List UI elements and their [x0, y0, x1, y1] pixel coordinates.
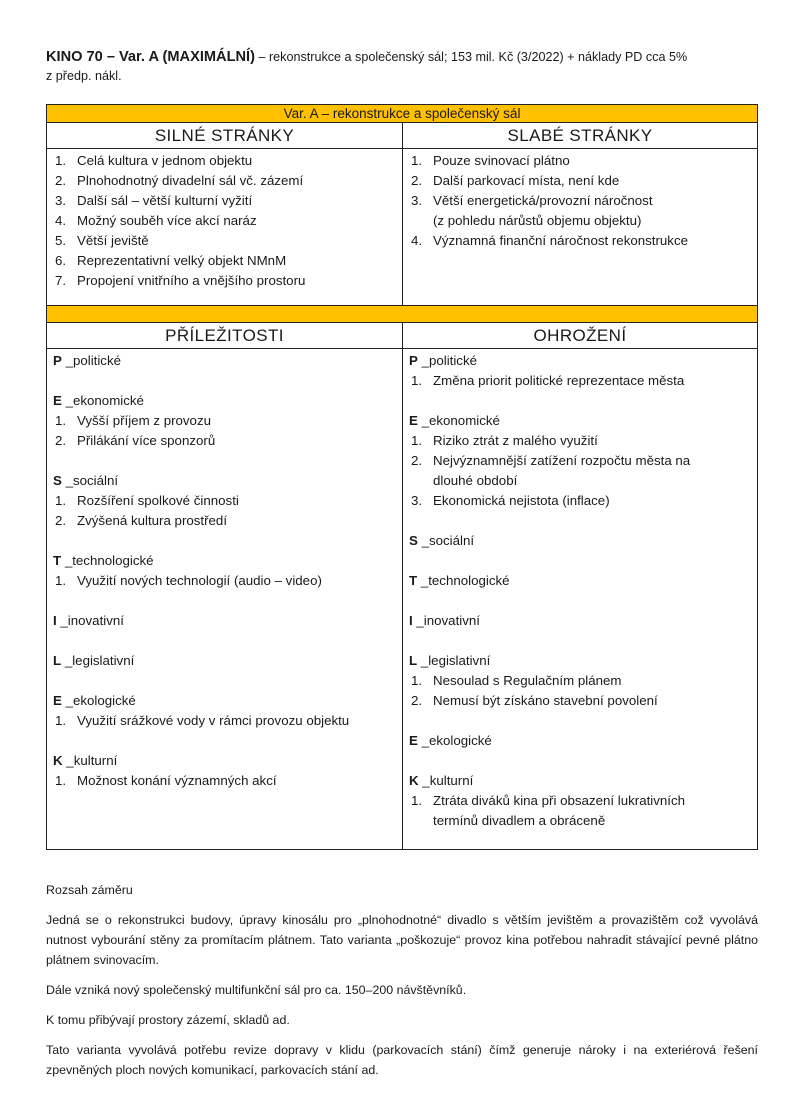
list-item	[53, 171, 396, 191]
list-item	[53, 151, 396, 171]
list-item	[409, 171, 751, 191]
item-number: 3.	[411, 193, 423, 208]
pestlek-group	[53, 651, 396, 671]
group-label: _technologické	[417, 573, 510, 588]
item-text: Možnost konání významných akcí	[77, 773, 277, 788]
item-text-continuation: termínů divadlem a obráceně	[433, 813, 606, 828]
item-number: 3.	[55, 193, 67, 208]
item-text-continuation: (z pohledu nárůstů objemu objektu)	[433, 213, 642, 228]
item-number: 1.	[411, 673, 423, 688]
pestlek-group	[409, 731, 751, 751]
group-letter: I	[409, 613, 413, 628]
group-list	[53, 711, 396, 731]
group-letter: S	[53, 473, 62, 488]
item-text-continuation: dlouhé období	[433, 473, 518, 488]
title-rest: – rekonstrukce a společenský sál; 153 mil. Kč (3/2022) + náklady PD cca 5%	[254, 50, 688, 64]
group-label: _legislativní	[417, 653, 491, 668]
item-text: Větší energetická/provozní náročnost	[433, 193, 653, 208]
item-number: 4.	[411, 233, 423, 248]
group-letter: T	[53, 553, 62, 568]
group-letter: S	[409, 533, 418, 548]
list-item	[409, 231, 751, 251]
group-heading	[53, 751, 396, 771]
item-number: 7.	[55, 273, 67, 288]
group-heading	[409, 731, 751, 751]
group-letter: E	[409, 413, 418, 428]
item-number: 1.	[55, 773, 67, 788]
pestlek-group	[409, 411, 751, 511]
item-text: Významná finanční náročnost rekonstrukce	[433, 233, 688, 248]
list-item	[409, 371, 751, 391]
list-item	[53, 211, 396, 231]
group-list	[409, 791, 751, 831]
group-heading	[53, 471, 396, 491]
list-item	[409, 191, 751, 231]
list-item	[53, 431, 396, 451]
group-label: _inovativní	[56, 613, 124, 628]
list-item	[53, 271, 396, 291]
item-text: Pouze svinovací plátno	[433, 153, 570, 168]
title-line2: z předp. nákl.	[46, 69, 122, 83]
item-text: Celá kultura v jednom objektu	[77, 153, 253, 168]
weaknesses-cell	[403, 149, 758, 306]
item-text: Rozšíření spolkové činnosti	[77, 493, 239, 508]
group-heading	[409, 411, 751, 431]
item-text: Nesoulad s Regulačním plánem	[433, 673, 622, 688]
group-list	[53, 491, 396, 531]
item-number: 4.	[55, 213, 67, 228]
group-list	[409, 671, 751, 711]
item-text: Změna priorit politické reprezentace města	[433, 373, 685, 388]
item-text: Reprezentativní velký objekt NMnM	[77, 253, 287, 268]
paragraph-1: Jedná se o rekonstrukci budovy, úpravy kinosálu pro „plnohodnotné“ divadlo s větším jevištěm a provazištěm což vyvolává nutnost vybourání stěny za promítacím plátnem. Tato varianta „poškozuje“ provoz kina potřebou nahradit stávající pevné plátno plátnem svinovacím.	[46, 913, 758, 967]
item-text: Propojení vnitřního a vnějšího prostoru	[77, 273, 306, 288]
item-number: 2.	[411, 693, 423, 708]
paragraph-3: K tomu přibývají prostory zázemí, skladů ad.	[46, 1013, 290, 1027]
item-number: 1.	[411, 153, 423, 168]
group-list	[53, 411, 396, 451]
list-item	[409, 451, 751, 491]
group-label: _ekologické	[417, 733, 492, 748]
group-label: _kulturní	[62, 753, 118, 768]
group-heading	[409, 651, 751, 671]
pestlek-group	[53, 391, 396, 451]
item-text: Možný souběh více akcí naráz	[77, 213, 257, 228]
item-number: 2.	[55, 433, 67, 448]
item-number: 2.	[55, 173, 67, 188]
item-text: Vyšší příjem z provozu	[77, 413, 211, 428]
opportunities-header: PŘÍLEŽITOSTI	[47, 323, 403, 349]
group-letter: I	[53, 613, 57, 628]
group-letter: L	[53, 653, 62, 668]
group-heading	[409, 611, 751, 631]
item-number: 1.	[55, 573, 67, 588]
group-heading	[53, 551, 396, 571]
group-heading	[409, 771, 751, 791]
group-letter: K	[53, 753, 63, 768]
list-item	[409, 431, 751, 451]
list-item	[53, 771, 396, 791]
item-text: Ekonomická nejistota (inflace)	[433, 493, 610, 508]
group-heading	[53, 391, 396, 411]
opportunities-groups	[53, 351, 396, 791]
group-label: _ekologické	[61, 693, 136, 708]
list-item	[53, 251, 396, 271]
group-label: _inovativní	[412, 613, 480, 628]
item-text: Další sál – větší kulturní vyžití	[77, 193, 253, 208]
group-letter: T	[409, 573, 418, 588]
group-letter: P	[409, 353, 418, 368]
item-number: 1.	[55, 493, 67, 508]
group-heading	[53, 651, 396, 671]
group-heading	[53, 691, 396, 711]
strengths-cell	[47, 149, 403, 306]
group-list	[53, 771, 396, 791]
group-label: _ekonomické	[61, 393, 144, 408]
list-item	[409, 491, 751, 511]
list-item	[53, 411, 396, 431]
group-label: _politické	[417, 353, 478, 368]
strengths-list	[53, 151, 396, 291]
pestlek-group	[53, 551, 396, 591]
list-item	[409, 671, 751, 691]
item-number: 1.	[55, 713, 67, 728]
group-heading	[53, 351, 396, 371]
group-label: _legislativní	[61, 653, 135, 668]
group-list	[409, 431, 751, 511]
group-letter: E	[53, 393, 62, 408]
item-number: 2.	[55, 513, 67, 528]
group-letter: P	[53, 353, 62, 368]
weaknesses-header: SLABÉ STRÁNKY	[403, 123, 758, 149]
pestlek-group	[409, 611, 751, 631]
group-heading	[409, 571, 751, 591]
yellow-divider-row	[47, 306, 758, 323]
item-text: Přilákání více sponzorů	[77, 433, 216, 448]
title-bold: KINO 70 – Var. A (MAXIMÁLNÍ)	[46, 49, 255, 65]
pestlek-group	[53, 471, 396, 531]
list-item	[409, 151, 751, 171]
group-label: _sociální	[61, 473, 119, 488]
item-number: 1.	[55, 413, 67, 428]
item-text: Využití srážkové vody v rámci provozu objektu	[77, 713, 350, 728]
item-number: 3.	[411, 493, 423, 508]
opportunities-cell	[47, 349, 403, 850]
pestlek-group	[53, 751, 396, 791]
item-number: 1.	[55, 153, 67, 168]
swot-table	[46, 104, 758, 850]
list-item	[53, 191, 396, 211]
item-text: Riziko ztrát z malého využití	[433, 433, 598, 448]
pestlek-group	[409, 351, 751, 391]
group-letter: L	[409, 653, 418, 668]
item-number: 2.	[411, 453, 423, 468]
weaknesses-list	[409, 151, 751, 251]
item-text: Nejvýznamnější zatížení rozpočtu města na	[433, 453, 691, 468]
list-item	[53, 711, 396, 731]
group-label: _ekonomické	[417, 413, 500, 428]
item-text: Ztráta diváků kina při obsazení lukrativních	[433, 793, 686, 808]
group-heading	[409, 531, 751, 551]
list-item	[409, 791, 751, 831]
group-letter: E	[53, 693, 62, 708]
item-text: Využití nových technologií (audio – video)	[77, 573, 322, 588]
group-label: _technologické	[61, 553, 154, 568]
pestlek-group	[409, 571, 751, 591]
paragraph-2: Dále vzniká nový společenský multifunkční sál pro ca. 150–200 návštěvníků.	[46, 983, 467, 997]
document-title	[46, 48, 762, 86]
threats-header: OHROŽENÍ	[403, 323, 758, 349]
item-text: Zvýšená kultura prostředí	[77, 513, 228, 528]
pestlek-group	[53, 691, 396, 731]
item-text: Plnohodnotný divadelní sál vč. zázemí	[77, 173, 304, 188]
pestlek-group	[409, 531, 751, 551]
scope-heading: Rozsah záměru	[46, 883, 133, 897]
variant-header: Var. A – rekonstrukce a společenský sál	[47, 105, 758, 123]
item-text: Větší jeviště	[77, 233, 149, 248]
group-label: _sociální	[417, 533, 475, 548]
group-heading	[53, 611, 396, 631]
list-item	[409, 691, 751, 711]
list-item	[53, 511, 396, 531]
item-number: 1.	[411, 793, 423, 808]
group-letter: E	[409, 733, 418, 748]
group-list	[53, 571, 396, 591]
item-text: Další parkovací místa, není kde	[433, 173, 620, 188]
threats-cell	[403, 349, 758, 850]
group-label: _politické	[61, 353, 122, 368]
pestlek-group	[409, 771, 751, 831]
pestlek-group	[53, 351, 396, 371]
pestlek-group	[409, 651, 751, 711]
list-item	[53, 231, 396, 251]
item-number: 5.	[55, 233, 67, 248]
paragraph-4: Tato varianta vyvolává potřebu revize dopravy v klidu (parkovacích stání) čímž generuje nároky i na exteriérová řešení zpevněných ploch nových komunikací, parkovacích stání ad.	[46, 1043, 758, 1077]
group-list	[409, 371, 751, 391]
list-item	[53, 571, 396, 591]
item-text: Nemusí být získáno stavební povolení	[433, 693, 658, 708]
item-number: 6.	[55, 253, 67, 268]
group-letter: K	[409, 773, 419, 788]
group-heading	[409, 351, 751, 371]
item-number: 1.	[411, 373, 423, 388]
pestlek-group	[53, 611, 396, 631]
list-item	[53, 491, 396, 511]
threats-groups	[409, 351, 751, 831]
group-label: _kulturní	[418, 773, 474, 788]
item-number: 1.	[411, 433, 423, 448]
strengths-header: SILNÉ STRÁNKY	[47, 123, 403, 149]
item-number: 2.	[411, 173, 423, 188]
